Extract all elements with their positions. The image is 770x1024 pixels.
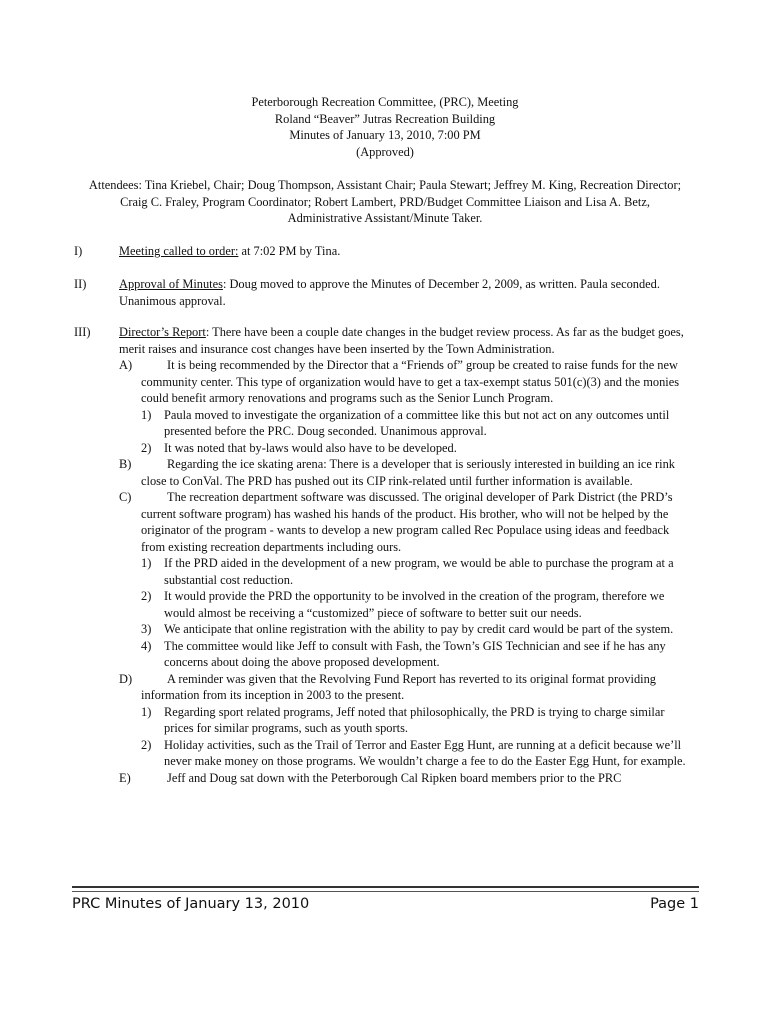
item-a — [119, 357, 694, 407]
meeting-date: Minutes of January 13, 2010, 7:00 PM — [289, 128, 481, 142]
item-d-2 — [141, 737, 694, 770]
section-number: I) — [74, 244, 83, 258]
footer-divider-thin — [72, 891, 699, 892]
section-number: III) — [74, 325, 91, 339]
item-text: Regarding the ice skating arena: There is a developer that is seriously interested in building an ice rink close to ConVal. The PRD has pushed out its CIP rink-related until further information is available. — [141, 457, 675, 488]
item-c-2 — [141, 588, 694, 621]
section-directors-report — [74, 324, 694, 786]
section-approval-of-minutes — [74, 276, 694, 309]
subitem-text: It was noted that by-laws would also have to be developed. — [164, 440, 457, 455]
subitem-text: We anticipate that online registration with the ability to pay by credit card would be part of the system. — [164, 622, 674, 636]
item-text: The recreation department software was discussed. The original developer of Park District (the PRD’s current software program) has washed his hands of the product. His brother, who will not be helped by the originator of the program - wants to develop a new program called Rec Populace using ideas and feedback from existing recreation departments including ours. — [141, 490, 673, 554]
item-d — [119, 671, 694, 704]
subitem-text: Regarding sport related programs, Jeff noted that philosophically, the PRD is trying to charge similar prices for similar programs, such as youth sports. — [164, 704, 665, 735]
subitem-label: 1) — [141, 704, 152, 719]
item-label: D) — [119, 671, 133, 686]
subitem-label: 1) — [141, 407, 152, 422]
subitem-label: 2) — [141, 737, 152, 752]
item-a-1 — [141, 407, 694, 440]
approval-status: (Approved) — [356, 144, 414, 159]
item-c-1 — [141, 555, 694, 588]
item-text: It is being recommended by the Director that a “Friends of” group be created to raise funds for the new community center. This type of organization would have to get a tax-exempt status 501(c)(3) and the monies could benefit armory renovations and programs such as the Senior Lunch Program. — [141, 358, 680, 405]
item-label: A) — [119, 358, 133, 372]
section-number: II) — [74, 277, 87, 291]
item-label: C) — [119, 490, 132, 504]
document-header — [0, 94, 770, 160]
section-title: Meeting called to order: — [119, 244, 239, 258]
item-a-2 — [141, 440, 694, 457]
section-text: : There have been a couple date changes in the budget review process. As far as the budget goes, merit raises and insurance cost changes have been inserted by the Town Administration. — [119, 325, 684, 356]
subitem-label: 2) — [141, 440, 152, 455]
item-b — [119, 456, 694, 489]
item-text: A reminder was given that the Revolving Fund Report has reverted to its original format providing information from its inception in 2003 to the present. — [141, 671, 656, 702]
section-call-to-order — [74, 243, 694, 260]
subitem-label: 4) — [141, 638, 152, 653]
attendees-paragraph: Attendees: Tina Kriebel, Chair; Doug Thompson, Assistant Chair; Paula Stewart; Jeffrey M. King, Recreation Director; Craig C. Fraley, Program Coordinator; Robert Lambert, PRD/Budget Committee Liaison and Lisa A. Betz, Administrative Assistant/Minute Taker. — [88, 178, 682, 225]
section-text: : Doug moved to approve the Minutes of December 2, 2009, as written. Paula seconded. Unanimous approval. — [119, 277, 660, 308]
item-c — [119, 489, 694, 555]
item-label: E) — [119, 770, 131, 785]
subitem-label: 3) — [141, 622, 152, 636]
item-text: Jeff and Doug sat down with the Peterborough Cal Ripken board members prior to the PRC — [167, 770, 622, 785]
item-label: B) — [119, 457, 132, 471]
footer-title: PRC Minutes of January 13, 2010 — [72, 896, 310, 912]
subitem-label: 1) — [141, 556, 152, 570]
item-c-4 — [141, 638, 694, 671]
item-e — [119, 770, 694, 787]
meeting-title: Peterborough Recreation Committee, (PRC), Meeting — [251, 95, 519, 109]
item-c-3 — [141, 621, 694, 638]
section-text: at 7:02 PM by Tina. — [238, 244, 341, 258]
subitem-label: 2) — [141, 589, 152, 603]
item-d-1 — [141, 704, 694, 737]
section-title: Director’s Report — [119, 325, 206, 339]
subitem-text: It would provide the PRD the opportunity to be involved in the creation of the program, therefore we would almost be receiving a “customized” piece of software to better suit our needs. — [164, 589, 665, 620]
subitem-text: If the PRD aided in the development of a new program, we would be able to purchase the program at a substantial cost reduction. — [164, 556, 674, 587]
footer-divider-thick — [72, 886, 699, 888]
subitem-text: Holiday activities, such as the Trail of Terror and Easter Egg Hunt, are running at a deficit because we’ll never make money on those programs. We wouldn’t charge a fee to do the Easter Egg Hunt, for example. — [164, 737, 686, 768]
meeting-location: Roland “Beaver” Jutras Recreation Building — [274, 111, 496, 126]
subitem-text: Paula moved to investigate the organization of a committee like this but not act on any outcomes until presented before the PRC. Doug seconded. Unanimous approval. — [164, 407, 670, 438]
page-number: Page 1 — [650, 896, 699, 912]
subitem-text: The committee would like Jeff to consult with Fash, the Town’s GIS Technician and see if he has any concerns about doing the above proposed development. — [164, 638, 666, 669]
section-title: Approval of Minutes — [119, 277, 223, 291]
